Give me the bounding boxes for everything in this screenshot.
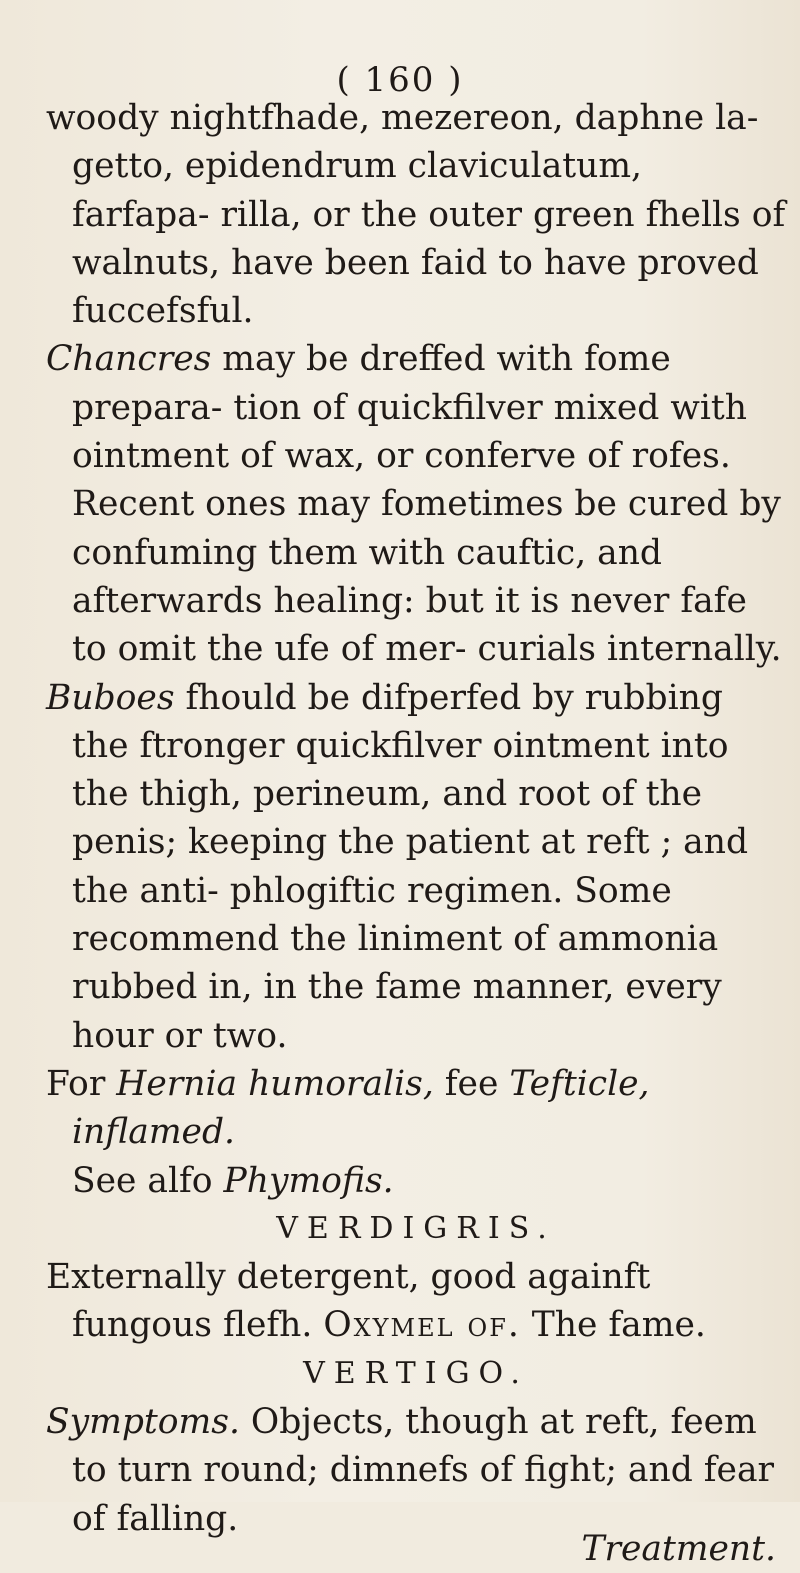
paragraph-text: Externally detergent, good againft fungous flefh.: [46, 1257, 651, 1346]
paragraph-text: woody nightfhade, mezereon, daphne la- getto, epidendrum claviculatum, farfapa- rilla, or the outer green fhells of walnuts, have been faid to have proved fuccefsful.: [46, 98, 786, 332]
page-body: [46, 94, 786, 1573]
heading-verdigris: VERDIGRIS.: [276, 1210, 556, 1246]
term-hernia: Hernia humoralis,: [116, 1063, 434, 1104]
paragraph-text: Objects, though at reft, feem to turn round; dimnefs of fight; and fear of falling.: [72, 1402, 775, 1539]
paragraph-buboes: [46, 674, 786, 1060]
term-phymosis: Phymofis.: [223, 1160, 394, 1201]
paragraph-remedies: [46, 94, 786, 335]
paragraph-text: may be dreffed with fome prepara- tion of quickfilver mixed with ointment of wax, or conferve of rofes. Recent ones may fometimes be cured by confuming them with cauftic, and afterwards healing: but it is never fafe to omit the ufe of mer- curials internally.: [72, 339, 782, 670]
paragraph-chancres: [46, 335, 786, 673]
paragraph-vertigo: [46, 1398, 786, 1543]
text-see-also: See alfo: [72, 1160, 224, 1201]
term-chancres: Chancres: [46, 339, 212, 380]
paragraph-hernia: [46, 1060, 786, 1205]
term-testicle: Tefticle, inflamed.: [72, 1063, 650, 1153]
heading-vertigo: VERTIGO.: [303, 1355, 529, 1391]
term-symptoms: Symptoms.: [46, 1402, 240, 1443]
catchword: Treatment.: [581, 1528, 776, 1569]
paragraph-text: fhould be difperfed by rubbing the ftronger quickfilver ointment into the thigh, perineum, and root of the penis; keeping the patient at reft ; and the anti- phlogiftic regimen. Some recommend the liniment of ammonia rubbed in, in the fame manner, every hour or two.: [72, 677, 749, 1056]
paragraph-verdigris: [46, 1253, 786, 1350]
paragraph-tail: The fame.: [520, 1305, 706, 1346]
oxymel-label: Oxymel of.: [323, 1305, 521, 1346]
term-buboes: Buboes: [46, 677, 175, 718]
text-see: fee: [433, 1063, 510, 1104]
text-for: For: [46, 1063, 117, 1104]
page-number: ( 160 ): [336, 60, 464, 100]
